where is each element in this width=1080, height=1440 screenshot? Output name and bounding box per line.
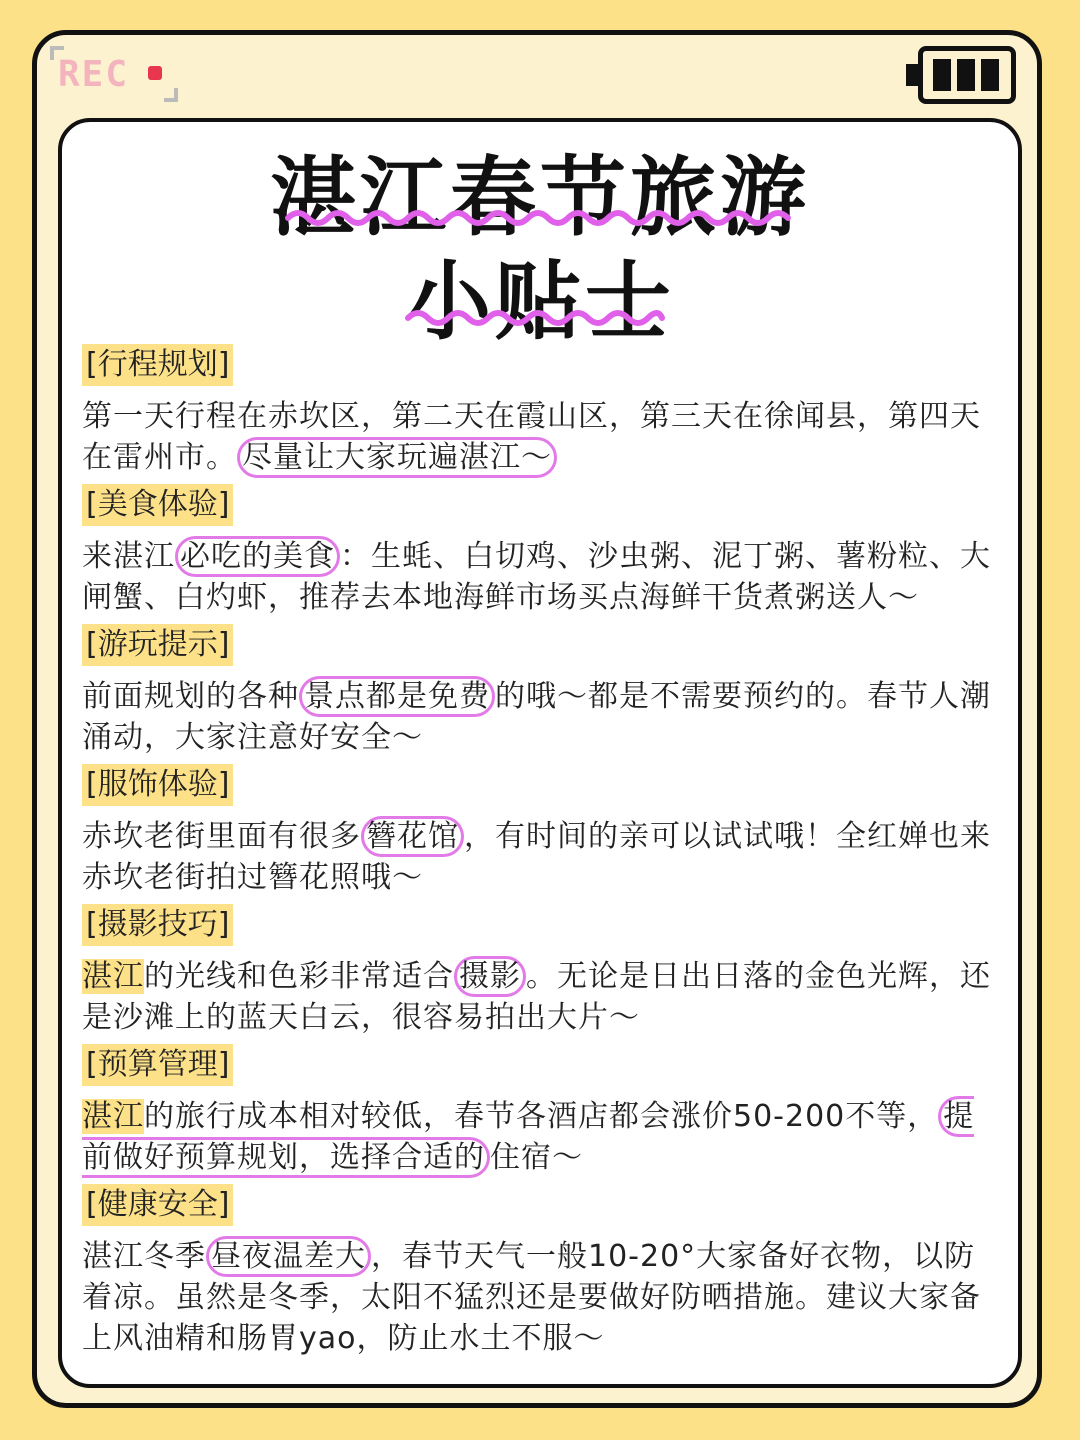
text-segment: ，有时间的亲可以试试哦！全红婵也来赤坎老街拍过簪花照哦～	[82, 819, 991, 895]
tips-content	[82, 344, 1002, 1365]
battery-icon	[906, 46, 1018, 104]
rec-corner-icon	[164, 88, 178, 102]
section-heading: [游玩提示]	[82, 624, 233, 666]
section-heading: [预算管理]	[82, 1044, 233, 1086]
text-segment: 湛江冬季	[82, 1239, 206, 1274]
text-segment: 赤坎老街里面有很多	[82, 819, 361, 854]
page-title-line1: 湛江春节旅游	[270, 148, 810, 248]
title-underline-wave	[404, 306, 666, 330]
section-heading: [美食体验]	[82, 484, 233, 526]
section-text	[82, 396, 1002, 478]
section-heading: [行程规划]	[82, 344, 233, 386]
text-segment: 第一天行程在赤坎区，第二天在霞山区，第三天在徐闻县，第四天在雷州市。	[82, 399, 981, 475]
text-segment: 。无论是日出日落的金色光辉，还是沙滩上的蓝天白云，很容易拍出大片～	[82, 959, 991, 1035]
battery-bar	[981, 59, 999, 91]
rec-indicator	[50, 46, 178, 102]
text-segment: 的旅行成本相对较低，春节各酒店都会涨价50-200不等，	[144, 1099, 939, 1134]
highlighted-phrase: 湛江	[82, 959, 144, 994]
tip-section	[82, 344, 1002, 478]
section-text	[82, 536, 1002, 618]
page-title-line2: 小贴士	[405, 252, 675, 352]
tip-section	[82, 484, 1002, 618]
tip-section	[82, 1044, 1002, 1178]
title-underline-wave	[284, 206, 792, 230]
section-text	[82, 1236, 1002, 1359]
section-text	[82, 816, 1002, 898]
highlighted-phrase: 湛江	[82, 1099, 144, 1134]
circled-phrase: 摄影	[454, 956, 526, 997]
text-segment: 前面规划的各种	[82, 679, 299, 714]
section-heading: [摄影技巧]	[82, 904, 233, 946]
section-heading: [服饰体验]	[82, 764, 233, 806]
tip-section	[82, 1184, 1002, 1359]
text-segment: 的哦～都是不需要预约的。春节人潮涌动，大家注意好安全～	[82, 679, 991, 755]
text-segment: 来湛江	[82, 539, 175, 574]
circled-phrase: 尽量让大家玩遍湛江～	[237, 437, 557, 478]
text-segment: ，春节天气一般10-20°大家备好衣物，以防着凉。虽然是冬季，太阳不猛烈还是要做好防晒措施。建议大家备上风油精和肠胃yao，防止水土不服～	[82, 1239, 981, 1356]
rec-label: REC	[58, 54, 130, 95]
battery-bar	[933, 59, 951, 91]
circled-phrase: 景点都是免费	[299, 676, 495, 717]
tip-section	[82, 904, 1002, 1038]
text-segment: 的光线和色彩非常适合	[144, 959, 454, 994]
circled-phrase: 簪花馆	[361, 816, 464, 857]
section-text	[82, 1096, 1002, 1178]
circled-phrase: 昼夜温差大	[206, 1236, 371, 1277]
section-text	[82, 676, 1002, 758]
record-dot-icon	[148, 66, 162, 80]
battery-bar	[957, 59, 975, 91]
circled-phrase: 必吃的美食	[175, 536, 340, 577]
tip-section	[82, 764, 1002, 898]
circled-phrase: 提前做好预算规划，选择合适的	[82, 1096, 974, 1178]
tip-section	[82, 624, 1002, 758]
section-text	[82, 956, 1002, 1038]
text-segment: 住宿～	[490, 1140, 583, 1175]
text-segment: ：生蚝、白切鸡、沙虫粥、泥丁粥、薯粉粒、大闸蟹、白灼虾，推荐去本地海鲜市场买点海鲜干货煮粥送人～	[82, 539, 991, 615]
section-heading: [健康安全]	[82, 1184, 233, 1226]
